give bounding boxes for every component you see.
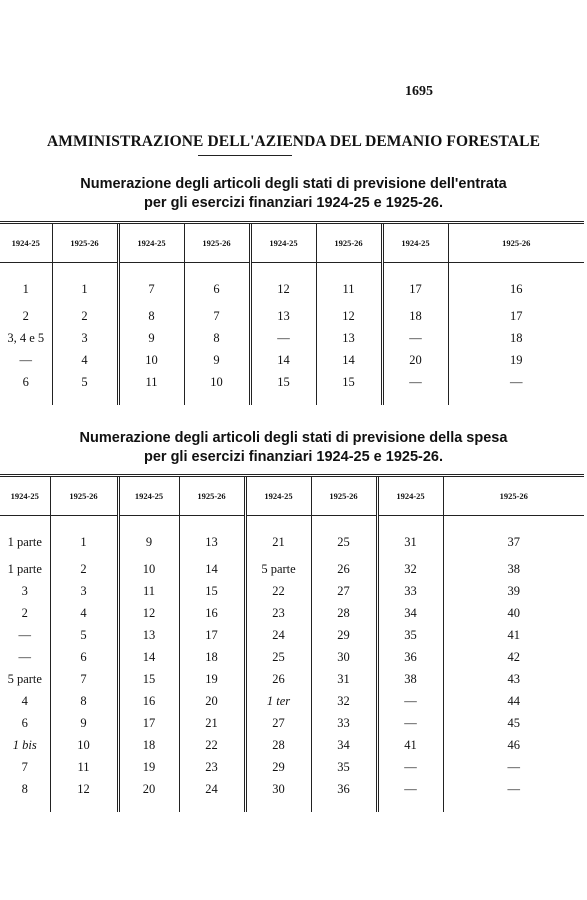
table-cell: 7 xyxy=(21,759,28,774)
table-cell: 46 xyxy=(443,734,584,756)
table-cell: 39 xyxy=(443,580,584,602)
table-cell: 13 xyxy=(118,624,179,646)
table-cell: 34 xyxy=(311,734,377,756)
table-cell: 36 xyxy=(311,778,377,812)
table-row xyxy=(0,558,584,580)
table-cell: 24 xyxy=(179,778,245,812)
table-cell: 14 xyxy=(250,349,316,371)
table-cell: 29 xyxy=(245,756,311,778)
table-cell: 5 parte xyxy=(7,671,42,686)
column-header: 1925-26 xyxy=(184,223,250,263)
table-cell: 26 xyxy=(245,668,311,690)
table-cell: — xyxy=(250,327,316,349)
table-cell: 19 xyxy=(179,668,245,690)
table-cell: 29 xyxy=(311,624,377,646)
column-header: 1924-25 xyxy=(118,223,184,263)
column-header: 1924-25 xyxy=(250,223,316,263)
table-cell: 15 xyxy=(179,580,245,602)
table-cell: 9 xyxy=(118,516,179,559)
column-header: 1925-26 xyxy=(443,476,584,516)
column-header: 1924-25 xyxy=(0,476,50,516)
table-cell: 21 xyxy=(179,712,245,734)
table-cell: 18 xyxy=(448,327,584,349)
table-cell: 2 xyxy=(52,305,118,327)
column-header: 1924-25 xyxy=(0,223,52,263)
table-cell: 11 xyxy=(50,756,118,778)
table-cell: 8 xyxy=(118,305,184,327)
table-cell: 26 xyxy=(311,558,377,580)
table-cell: 42 xyxy=(443,646,584,668)
table-cell: 9 xyxy=(118,327,184,349)
table-cell: 4 xyxy=(50,602,118,624)
table-row xyxy=(0,712,584,734)
table-cell: 1 xyxy=(22,281,29,296)
table-cell: 6 xyxy=(184,263,250,306)
table-cell: 3, 4 e 5 xyxy=(7,330,45,345)
table-cell: 27 xyxy=(245,712,311,734)
table-cell: 4 xyxy=(21,693,28,708)
table-cell: 41 xyxy=(377,734,443,756)
table-cell: 4 xyxy=(52,349,118,371)
table-cell: 31 xyxy=(377,516,443,559)
table-cell: 41 xyxy=(443,624,584,646)
table-cell: 1 bis xyxy=(12,737,37,752)
table-cell: 21 xyxy=(245,516,311,559)
table-cell: 8 xyxy=(184,327,250,349)
table-cell: 33 xyxy=(377,580,443,602)
table-row xyxy=(0,624,584,646)
table-cell: — xyxy=(448,371,584,405)
table-row xyxy=(0,756,584,778)
table-cell: 37 xyxy=(443,516,584,559)
table-cell: 13 xyxy=(179,516,245,559)
table-cell: 6 xyxy=(22,374,29,389)
table-row xyxy=(0,646,584,668)
table-cell: 25 xyxy=(311,516,377,559)
table-cell: 14 xyxy=(118,646,179,668)
table-cell: 24 xyxy=(245,624,311,646)
table-cell: 30 xyxy=(245,778,311,812)
table-cell: 11 xyxy=(118,371,184,405)
column-header: 1925-26 xyxy=(52,223,118,263)
table-cell: 7 xyxy=(118,263,184,306)
table-cell: 44 xyxy=(443,690,584,712)
table-cell: 14 xyxy=(316,349,382,371)
table-cell: 23 xyxy=(179,756,245,778)
column-header: 1925-26 xyxy=(50,476,118,516)
table-row xyxy=(0,778,584,812)
table-cell: 11 xyxy=(316,263,382,306)
table-cell: 36 xyxy=(377,646,443,668)
column-header: 1925-26 xyxy=(179,476,245,516)
table-cell: 16 xyxy=(448,263,584,306)
table-cell: 10 xyxy=(118,558,179,580)
table-cell: — xyxy=(382,371,448,405)
table-cell: 18 xyxy=(118,734,179,756)
table-cell: 16 xyxy=(118,690,179,712)
table-cell: 8 xyxy=(21,781,28,796)
table-cell: 13 xyxy=(316,327,382,349)
table-cell: 33 xyxy=(311,712,377,734)
revenue-caption xyxy=(0,175,587,213)
table-cell: 10 xyxy=(184,371,250,405)
table-row xyxy=(0,580,584,602)
page-title: AMMINISTRAZIONE DELL'AZIENDA DEL DEMANIO FORESTALE xyxy=(46,133,541,150)
table-cell: — xyxy=(443,778,584,812)
column-header: 1925-26 xyxy=(316,223,382,263)
table-cell: 30 xyxy=(311,646,377,668)
table-cell: 2 xyxy=(50,558,118,580)
table-row xyxy=(0,734,584,756)
table-cell: 28 xyxy=(311,602,377,624)
expense-caption-line-1: Numerazione degli articoli degli stati di previsione della spesa xyxy=(79,430,508,446)
table-cell: 9 xyxy=(50,712,118,734)
table-cell: 40 xyxy=(443,602,584,624)
table-row xyxy=(0,371,584,405)
table-cell: 15 xyxy=(316,371,382,405)
table-cell: 14 xyxy=(179,558,245,580)
table-cell: 35 xyxy=(377,624,443,646)
table-cell: 6 xyxy=(50,646,118,668)
table-cell: — xyxy=(377,690,443,712)
table-cell: 10 xyxy=(50,734,118,756)
table-cell: 15 xyxy=(118,668,179,690)
table-cell: 20 xyxy=(179,690,245,712)
title-rule xyxy=(198,155,292,156)
page-number: 1695 xyxy=(405,84,433,99)
table-cell: 12 xyxy=(316,305,382,327)
table-row xyxy=(0,305,584,327)
table-cell: 12 xyxy=(250,263,316,306)
table-row xyxy=(0,668,584,690)
table-cell: 28 xyxy=(245,734,311,756)
table-cell: 1 xyxy=(50,516,118,559)
table-header-row xyxy=(0,223,584,263)
table-row xyxy=(0,516,584,559)
table-cell: 1 parte xyxy=(7,561,42,576)
table-cell: 18 xyxy=(179,646,245,668)
expense-articles-table xyxy=(0,474,584,812)
table-row xyxy=(0,690,584,712)
column-header: 1924-25 xyxy=(382,223,448,263)
table-row xyxy=(0,349,584,371)
table-cell: 17 xyxy=(179,624,245,646)
table-cell: 10 xyxy=(118,349,184,371)
table-cell: 34 xyxy=(377,602,443,624)
table-cell: 12 xyxy=(118,602,179,624)
table-cell: — xyxy=(382,327,448,349)
table-cell: 7 xyxy=(184,305,250,327)
table-cell: — xyxy=(377,712,443,734)
table-row xyxy=(0,327,584,349)
table-cell: 2 xyxy=(21,605,28,620)
table-cell: 31 xyxy=(311,668,377,690)
table-cell: 32 xyxy=(377,558,443,580)
table-cell: 5 xyxy=(52,371,118,405)
column-header: 1924-25 xyxy=(245,476,311,516)
table-cell: 27 xyxy=(311,580,377,602)
table-row xyxy=(0,263,584,306)
table-cell: 8 xyxy=(50,690,118,712)
table-cell: 3 xyxy=(52,327,118,349)
table-cell: 35 xyxy=(311,756,377,778)
table-cell: — xyxy=(18,627,31,642)
table-cell: 19 xyxy=(118,756,179,778)
table-cell: 16 xyxy=(179,602,245,624)
table-cell: 32 xyxy=(311,690,377,712)
column-header: 1925-26 xyxy=(311,476,377,516)
table-cell: 2 xyxy=(22,308,29,323)
table-cell: — xyxy=(18,649,31,664)
table-cell: 43 xyxy=(443,668,584,690)
table-cell: 7 xyxy=(50,668,118,690)
column-header: 1925-26 xyxy=(448,223,584,263)
expense-caption-line-2: per gli esercizi finanziari 1924-25 e 1925-26. xyxy=(143,449,444,465)
table-cell: 38 xyxy=(377,668,443,690)
table-cell: 20 xyxy=(118,778,179,812)
table-cell: 20 xyxy=(382,349,448,371)
table-cell: 23 xyxy=(245,602,311,624)
table-row xyxy=(0,602,584,624)
table-cell: — xyxy=(377,778,443,812)
table-cell: 19 xyxy=(448,349,584,371)
table-cell: 25 xyxy=(245,646,311,668)
column-header: 1924-25 xyxy=(118,476,179,516)
table-cell: 1 xyxy=(52,263,118,306)
table-cell: 15 xyxy=(250,371,316,405)
table-cell: 17 xyxy=(118,712,179,734)
revenue-caption-line-2: per gli esercizi finanziari 1924-25 e 1925-26. xyxy=(143,195,444,211)
table-cell: 38 xyxy=(443,558,584,580)
table-cell: 9 xyxy=(184,349,250,371)
table-cell: — xyxy=(443,756,584,778)
table-cell: 6 xyxy=(21,715,28,730)
revenue-articles-table xyxy=(0,221,584,405)
table-cell: 45 xyxy=(443,712,584,734)
table-cell: 22 xyxy=(245,580,311,602)
table-cell: 18 xyxy=(382,305,448,327)
column-header: 1924-25 xyxy=(377,476,443,516)
table-cell: 13 xyxy=(250,305,316,327)
table-header-row xyxy=(0,476,584,516)
revenue-caption-line-1: Numerazione degli articoli degli stati di previsione dell'entrata xyxy=(80,176,507,192)
table-cell: 12 xyxy=(50,778,118,812)
table-cell: 1 parte xyxy=(7,534,42,549)
table-cell: 5 parte xyxy=(245,558,311,580)
table-cell: — xyxy=(377,756,443,778)
table-cell: 17 xyxy=(382,263,448,306)
table-cell: 17 xyxy=(448,305,584,327)
table-cell: 3 xyxy=(21,583,28,598)
table-cell: 22 xyxy=(179,734,245,756)
table-cell: 1 ter xyxy=(245,690,311,712)
expense-caption xyxy=(0,429,587,467)
table-cell: 5 xyxy=(50,624,118,646)
table-cell: 3 xyxy=(50,580,118,602)
table-cell: — xyxy=(19,352,32,367)
table-cell: 11 xyxy=(118,580,179,602)
